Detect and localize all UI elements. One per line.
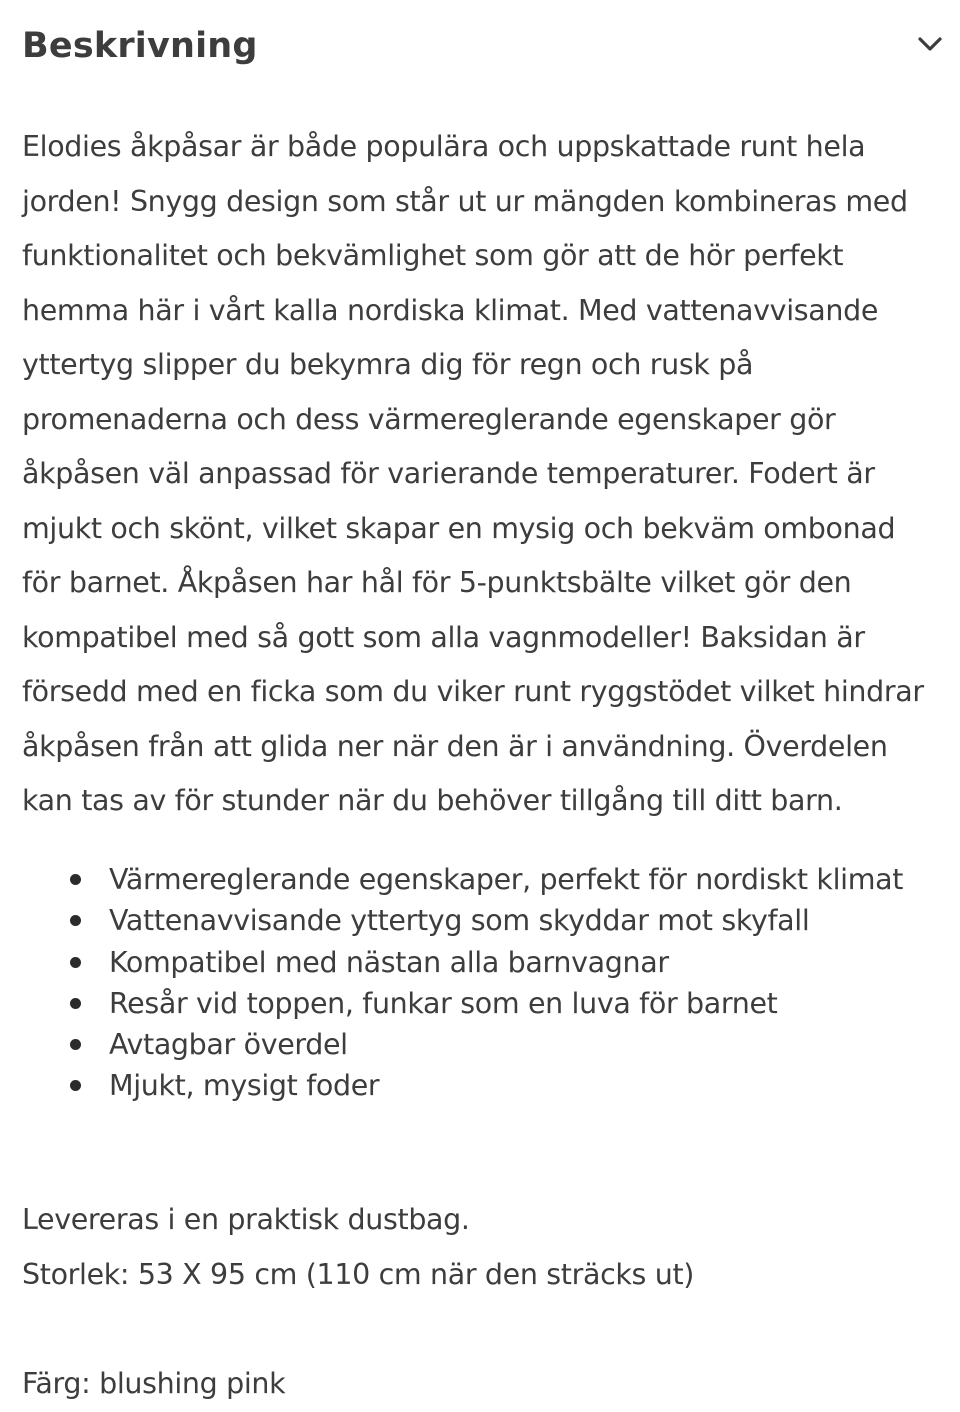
accordion-title: Beskrivning [22,26,258,66]
feature-item: Kompatibel med nästan alla barnvagnar [22,942,940,983]
feature-item: Avtagbar överdel [22,1024,940,1065]
description-accordion-header[interactable] [0,0,960,96]
feature-list [22,859,940,1107]
feature-item: Resår vid toppen, funkar som en luva för barnet [22,983,940,1024]
feature-item: Värmereglerande egenskaper, perfekt för nordiskt klimat [22,859,940,900]
color-info: Färg: blushing pink [22,1367,286,1400]
delivery-info: Levereras i en praktisk dustbag. [22,1203,470,1236]
size-info: Storlek: 53 X 95 cm (110 cm när den sträcks ut) [22,1258,695,1291]
feature-item: Mjukt, mysigt foder [22,1065,940,1106]
chevron-down-icon[interactable] [916,34,944,54]
feature-item: Vattenavvisande yttertyg som skyddar mot skyfall [22,900,940,941]
description-paragraph: Elodies åkpåsar är både populära och uppskattade runt hela jorden! Snygg design som står ut ur mängden kombineras med funktionalitet och bekvämlighet som gör att de hör perfekt hemma här i vårt kalla nordiska klimat. Med vattenavvisande yttertyg slipper du bekymra dig för regn och rusk på promenaderna och dess värmereglerande egenskaper gör åkpåsen väl anpassad för varierande temperaturer. Fodert är mjukt och skönt, vilket skapar en mysig och bekväm ombonad för barnet. Åkpåsen har hål för 5-punktsbälte vilket gör den kompatibel med så gott som alla vagnmodeller! Baksidan är försedd med en ficka som du viker runt ryggstödet vilket hindrar åkpåsen från att glida ner när den är i användning. Överdelen kan tas av för stunder när du behöver tillgång till ditt barn. [22,130,924,817]
